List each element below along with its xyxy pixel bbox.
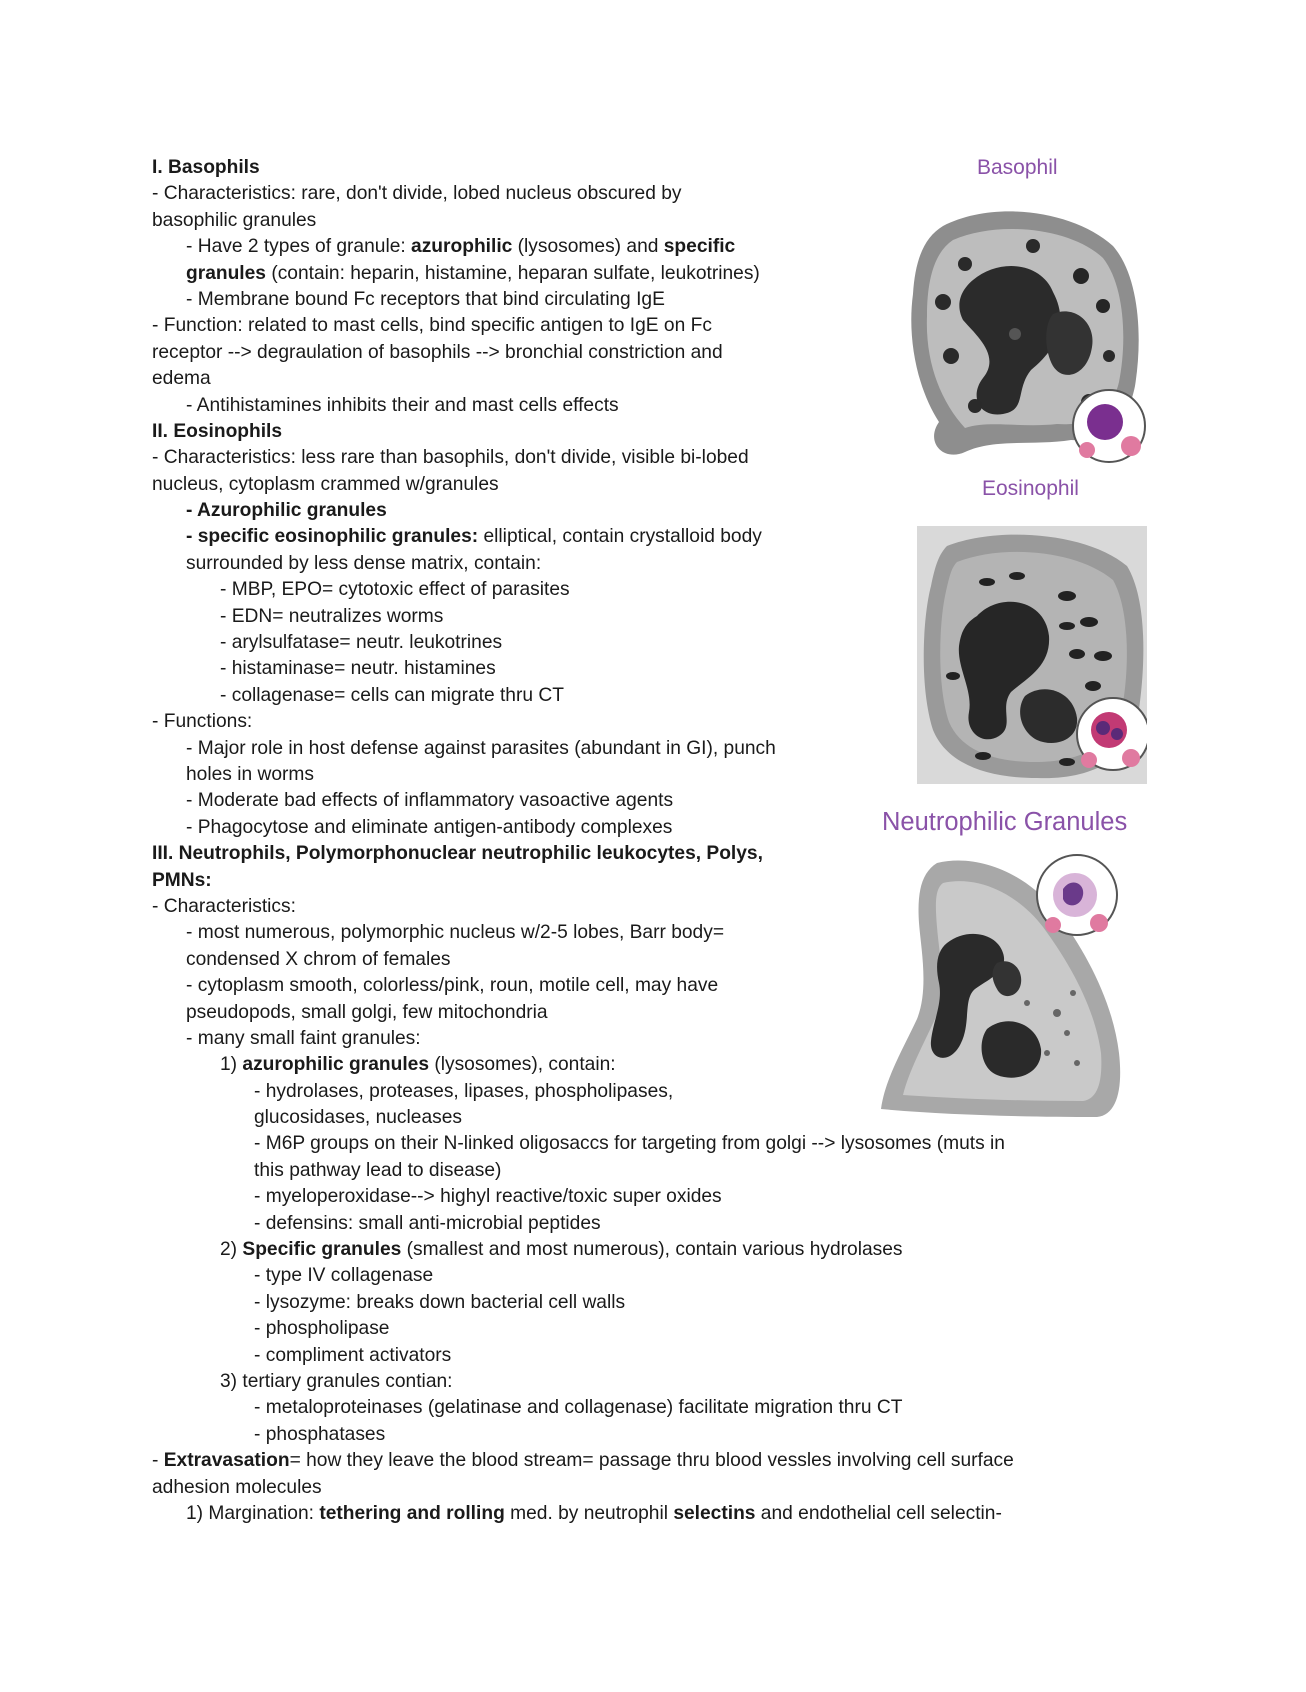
note-line	[152, 630, 1014, 656]
text-run: = how they leave the blood stream= passage thru blood vessles involving cell surface	[289, 1450, 1014, 1472]
text-run: glucosidases, nucleases	[254, 1107, 462, 1129]
note-line	[152, 181, 1014, 207]
text-run: - Membrane bound Fc receptors that bind circulating IgE	[186, 288, 665, 310]
text-run: med. by neutrophil	[504, 1502, 674, 1524]
text-run: - myeloperoxidase--> highyl reactive/toxic super oxides	[254, 1186, 722, 1208]
text-run: - compliment activators	[254, 1344, 452, 1366]
note-line	[152, 366, 1014, 392]
text-run: (lysosomes) and	[512, 236, 664, 258]
note-line	[152, 1263, 1014, 1289]
note-line	[152, 234, 1014, 260]
bold-text: Extravasation	[163, 1450, 290, 1472]
note-line	[152, 287, 1014, 313]
note-line	[152, 340, 1014, 366]
bold-text: I. Basophils	[152, 157, 260, 178]
bold-text: tethering and rolling	[319, 1502, 505, 1524]
text-run: - arylsulfatase= neutr. leukotrines	[220, 632, 503, 654]
text-run: - type IV collagenase	[254, 1265, 434, 1287]
text-run: receptor --> degraulation of basophils --> bronchial constriction and	[152, 341, 723, 363]
note-line	[152, 1422, 1014, 1448]
text-run: edema	[152, 368, 211, 390]
text-run: this pathway lead to disease)	[254, 1159, 502, 1181]
note-line	[152, 709, 1014, 735]
text-run: - most numerous, polymorphic nucleus w/2-5 lobes, Barr body=	[186, 922, 725, 944]
note-line	[152, 683, 1014, 709]
eosinophil-micrograph	[917, 526, 1147, 784]
note-line	[152, 1211, 1014, 1237]
note-line	[152, 313, 1014, 339]
text-run: condensed X chrom of females	[186, 948, 451, 970]
note-line	[152, 1158, 1014, 1184]
text-run: - EDN= neutralizes worms	[220, 605, 444, 627]
text-run: - M6P groups on their N-linked oligosaccs for targeting from golgi --> lysosomes (muts in	[254, 1133, 1005, 1155]
note-line	[152, 577, 1014, 603]
bold-text: azurophilic	[411, 236, 513, 258]
note-line	[152, 261, 1014, 287]
bold-text: - Azurophilic granules	[186, 500, 387, 522]
text-run: - Major role in host defense against parasites (abundant in GI), punch	[186, 737, 776, 759]
text-run: pseudopods, small golgi, few mitochondria	[186, 1001, 548, 1023]
note-line	[152, 155, 1014, 181]
note-line	[152, 393, 1014, 419]
text-run: - Characteristics: rare, don't divide, lobed nucleus obscured by	[152, 183, 682, 205]
text-run: - hydrolases, proteases, lipases, phospholipases,	[254, 1080, 674, 1102]
text-run: - metaloproteinases (gelatinase and collagenase) facilitate migration thru CT	[254, 1397, 903, 1419]
neutrophil-caption: Neutrophilic Granules	[882, 808, 1128, 836]
bold-text: - specific eosinophilic granules:	[186, 526, 479, 548]
text-run: (smallest and most numerous), contain various hydrolases	[401, 1239, 903, 1261]
note-line	[152, 1343, 1014, 1369]
text-run: - Functions:	[152, 711, 253, 733]
bold-text: specific	[663, 236, 736, 258]
bold-text: azurophilic granules	[242, 1054, 429, 1076]
text-run: holes in worms	[186, 763, 314, 785]
text-run: - Phagocytose and eliminate antigen-antibody complexes	[186, 816, 673, 838]
note-line	[152, 472, 1014, 498]
note-line	[152, 1316, 1014, 1342]
text-run: - Characteristics: less rare than basophils, don't divide, visible bi-lobed	[152, 447, 749, 469]
note-line	[152, 419, 1014, 445]
note-line	[152, 1475, 1014, 1501]
note-line	[152, 656, 1014, 682]
note-line	[152, 498, 1014, 524]
text-run: - lysozyme: breaks down bacterial cell walls	[254, 1291, 626, 1313]
text-run: - MBP, EPO= cytotoxic effect of parasites	[220, 579, 570, 601]
text-run: - cytoplasm smooth, colorless/pink, roun, motile cell, may have	[186, 975, 719, 997]
note-line	[152, 445, 1014, 471]
note-line	[152, 1131, 1014, 1157]
text-run: -	[152, 1450, 164, 1472]
note-line	[152, 604, 1014, 630]
text-run: basophilic granules	[152, 209, 317, 231]
text-run: 1)	[220, 1054, 243, 1076]
note-line	[152, 736, 1014, 762]
text-run: - phosphatases	[254, 1423, 386, 1445]
text-run: - defensins: small anti-microbial peptides	[254, 1212, 601, 1234]
note-line	[152, 208, 1014, 234]
text-run: - histaminase= neutr. histamines	[220, 658, 496, 680]
notes-body	[152, 155, 1014, 1527]
note-line	[152, 551, 1014, 577]
note-line	[152, 1395, 1014, 1421]
text-run: - Characteristics:	[152, 895, 296, 917]
bold-text: III. Neutrophils, Polymorphonuclear neutrophilic leukocytes, Polys,	[152, 843, 763, 865]
bold-text: granules	[186, 262, 266, 284]
bold-text: Specific granules	[242, 1239, 402, 1261]
neutrophil-micrograph	[877, 853, 1129, 1119]
note-line	[152, 1448, 1014, 1474]
bold-text: selectins	[673, 1502, 756, 1524]
bold-text: II. Eosinophils	[152, 420, 283, 442]
text-run: - phospholipase	[254, 1318, 390, 1340]
text-run: - Have 2 types of granule:	[186, 236, 412, 258]
text-run: elliptical, contain crystalloid body	[478, 526, 762, 548]
text-run: and endothelial cell selectin-	[755, 1502, 1002, 1524]
text-run: - many small faint granules:	[186, 1027, 421, 1049]
text-run: (contain: heparin, histamine, heparan sulfate, leukotrines)	[265, 262, 760, 284]
note-line	[152, 1237, 1014, 1263]
basophil-micrograph	[903, 206, 1148, 464]
text-run: (lysosomes), contain:	[429, 1054, 616, 1076]
text-run: 3) tertiary granules contian:	[220, 1370, 453, 1392]
note-line	[152, 762, 1014, 788]
note-line	[152, 1184, 1014, 1210]
eosinophil-caption: Eosinophil	[982, 477, 1079, 500]
basophil-caption: Basophil	[977, 156, 1058, 179]
text-run: 1) Margination:	[186, 1502, 320, 1524]
text-run: 2)	[220, 1239, 243, 1261]
note-line	[152, 524, 1014, 550]
note-line	[152, 1290, 1014, 1316]
text-run: adhesion molecules	[152, 1476, 322, 1498]
bold-text: PMNs:	[152, 869, 212, 891]
text-run: - Function: related to mast cells, bind specific antigen to IgE on Fc	[152, 315, 712, 337]
text-run: surrounded by less dense matrix, contain:	[186, 552, 542, 574]
note-line	[152, 1369, 1014, 1395]
text-run: - Antihistamines inhibits their and mast cells effects	[186, 394, 619, 416]
text-run: nucleus, cytoplasm crammed w/granules	[152, 473, 499, 495]
note-line	[152, 1501, 1014, 1527]
text-run: - collagenase= cells can migrate thru CT	[220, 684, 564, 706]
text-run: - Moderate bad effects of inflammatory vasoactive agents	[186, 790, 674, 812]
